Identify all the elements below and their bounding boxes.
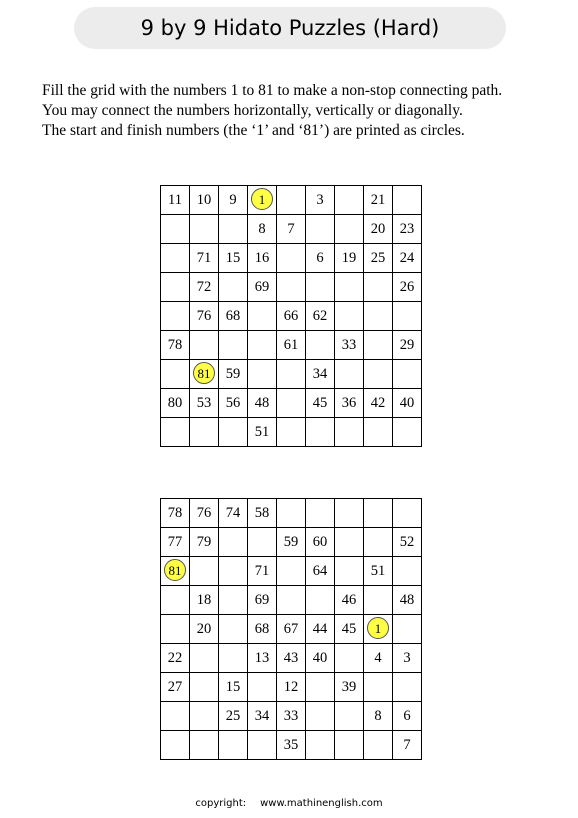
grid-cell[interactable]: [190, 418, 219, 447]
grid-cell[interactable]: [219, 731, 248, 760]
grid-cell[interactable]: 48: [248, 389, 277, 418]
grid-cell[interactable]: [306, 273, 335, 302]
grid-cell[interactable]: [393, 186, 422, 215]
grid-cell[interactable]: [190, 360, 219, 389]
grid-cell[interactable]: 42: [364, 389, 393, 418]
hidato-grid-1: [160, 185, 422, 447]
grid-cell[interactable]: [364, 499, 393, 528]
grid-cell[interactable]: 27: [161, 673, 190, 702]
grid-cell[interactable]: [335, 528, 364, 557]
grid-cell[interactable]: [219, 418, 248, 447]
grid-cell[interactable]: 45: [335, 615, 364, 644]
grid-cell[interactable]: 3: [393, 644, 422, 673]
grid-cell[interactable]: [306, 215, 335, 244]
grid-cell[interactable]: [190, 331, 219, 360]
grid-cell[interactable]: [277, 244, 306, 273]
grid-cell[interactable]: [306, 331, 335, 360]
copyright-site-link[interactable]: www.mathinenglish.com: [260, 798, 383, 809]
grid-cell[interactable]: [161, 302, 190, 331]
grid-cell[interactable]: 19: [335, 244, 364, 273]
grid-cell[interactable]: 72: [190, 273, 219, 302]
grid-cell[interactable]: 23: [393, 215, 422, 244]
grid-cell[interactable]: [277, 273, 306, 302]
grid-cell[interactable]: 59: [219, 360, 248, 389]
grid-cell[interactable]: 48: [393, 586, 422, 615]
grid-cell[interactable]: [364, 586, 393, 615]
grid-cell[interactable]: 52: [393, 528, 422, 557]
grid-cell[interactable]: [219, 331, 248, 360]
grid-cell[interactable]: 79: [190, 528, 219, 557]
grid-cell[interactable]: 78: [161, 331, 190, 360]
grid-cell[interactable]: [161, 418, 190, 447]
grid-cell[interactable]: 59: [277, 528, 306, 557]
grid-cell[interactable]: 80: [161, 389, 190, 418]
grid-cell[interactable]: 33: [277, 702, 306, 731]
grid-cell[interactable]: [306, 499, 335, 528]
start-circle: 1: [251, 188, 273, 210]
grid-cell[interactable]: [306, 418, 335, 447]
grid-cell[interactable]: 40: [393, 389, 422, 418]
grid-cell[interactable]: [335, 644, 364, 673]
grid-cell[interactable]: [277, 389, 306, 418]
grid-cell[interactable]: [219, 273, 248, 302]
grid-cell[interactable]: [335, 186, 364, 215]
grid-cell[interactable]: 33: [335, 331, 364, 360]
grid-cell[interactable]: 24: [393, 244, 422, 273]
grid-cell[interactable]: [161, 731, 190, 760]
grid-row: [161, 528, 422, 557]
grid-cell[interactable]: [248, 360, 277, 389]
grid-cell[interactable]: [190, 731, 219, 760]
grid-cell[interactable]: [364, 418, 393, 447]
grid-cell[interactable]: [248, 331, 277, 360]
grid-cell[interactable]: 4: [364, 644, 393, 673]
grid-cell[interactable]: [161, 557, 190, 586]
grid-cell[interactable]: 11: [161, 186, 190, 215]
grid-cell[interactable]: 6: [393, 702, 422, 731]
grid-cell[interactable]: 61: [277, 331, 306, 360]
grid-cell[interactable]: [248, 186, 277, 215]
grid-cell[interactable]: 7: [277, 215, 306, 244]
grid-cell[interactable]: [335, 499, 364, 528]
grid-row: [161, 499, 422, 528]
grid-row: [161, 702, 422, 731]
grid-row: [161, 389, 422, 418]
grid-row: [161, 731, 422, 760]
grid-cell[interactable]: 68: [219, 302, 248, 331]
grid-cell[interactable]: 76: [190, 499, 219, 528]
grid-cell[interactable]: [219, 557, 248, 586]
grid-cell[interactable]: [306, 673, 335, 702]
grid-cell[interactable]: 8: [364, 702, 393, 731]
grid-cell[interactable]: 77: [161, 528, 190, 557]
grid-cell[interactable]: 53: [190, 389, 219, 418]
grid-cell[interactable]: 15: [219, 673, 248, 702]
grid-cell[interactable]: 71: [248, 557, 277, 586]
grid-cell[interactable]: 9: [219, 186, 248, 215]
grid-cell[interactable]: 58: [248, 499, 277, 528]
grid-cell[interactable]: [306, 586, 335, 615]
grid-cell[interactable]: [190, 702, 219, 731]
grid-cell[interactable]: [248, 731, 277, 760]
grid-cell[interactable]: [219, 615, 248, 644]
grid-cell[interactable]: [161, 215, 190, 244]
grid-cell[interactable]: 71: [190, 244, 219, 273]
grid-cell[interactable]: 29: [393, 331, 422, 360]
grid-cell[interactable]: 3: [306, 186, 335, 215]
grid-cell[interactable]: [393, 557, 422, 586]
grid-cell[interactable]: 67: [277, 615, 306, 644]
grid-cell[interactable]: [306, 731, 335, 760]
finish-circle: 81: [193, 362, 215, 384]
grid-cell[interactable]: 56: [219, 389, 248, 418]
grid-cell[interactable]: 78: [161, 499, 190, 528]
grid-cell[interactable]: [364, 331, 393, 360]
grid-cell[interactable]: 21: [364, 186, 393, 215]
instruction-line: You may connect the numbers horizontally, vertically or diagonally.: [42, 102, 463, 119]
grid-cell[interactable]: 76: [190, 302, 219, 331]
grid-cell[interactable]: [190, 215, 219, 244]
grid-cell[interactable]: [364, 528, 393, 557]
grid-cell[interactable]: 60: [306, 528, 335, 557]
copyright-footer: [0, 798, 578, 809]
page-title-text: 9 by 9 Hidato Puzzles (Hard): [140, 16, 440, 40]
grid-cell[interactable]: [335, 557, 364, 586]
grid-cell[interactable]: 40: [306, 644, 335, 673]
grid-cell[interactable]: 8: [248, 215, 277, 244]
grid-cell[interactable]: [219, 528, 248, 557]
grid-cell[interactable]: 13: [248, 644, 277, 673]
grid-cell[interactable]: [219, 586, 248, 615]
grid-cell[interactable]: [335, 302, 364, 331]
grid-cell[interactable]: [190, 557, 219, 586]
grid-row: [161, 360, 422, 389]
grid-cell[interactable]: [393, 615, 422, 644]
grid-cell[interactable]: 10: [190, 186, 219, 215]
grid-cell[interactable]: 64: [306, 557, 335, 586]
grid-cell[interactable]: [335, 418, 364, 447]
grid-cell[interactable]: 68: [248, 615, 277, 644]
grid-cell[interactable]: 20: [364, 215, 393, 244]
grid-cell[interactable]: 6: [306, 244, 335, 273]
grid-cell[interactable]: [248, 302, 277, 331]
grid-cell[interactable]: [393, 499, 422, 528]
grid-cell[interactable]: 51: [248, 418, 277, 447]
hidato-grid-2: [160, 498, 422, 760]
grid-cell[interactable]: [335, 273, 364, 302]
grid-cell[interactable]: [335, 215, 364, 244]
grid-cell[interactable]: 43: [277, 644, 306, 673]
grid-cell[interactable]: 22: [161, 644, 190, 673]
grid-cell[interactable]: [306, 702, 335, 731]
grid-cell[interactable]: [364, 615, 393, 644]
grid-cell[interactable]: [335, 731, 364, 760]
grid-cell[interactable]: [161, 360, 190, 389]
grid-cell[interactable]: [277, 499, 306, 528]
grid-cell[interactable]: [393, 673, 422, 702]
grid-cell[interactable]: [393, 418, 422, 447]
grid-cell[interactable]: [219, 215, 248, 244]
grid-row: [161, 557, 422, 586]
grid-cell[interactable]: 26: [393, 273, 422, 302]
grid-cell[interactable]: 18: [190, 586, 219, 615]
grid-cell[interactable]: 62: [306, 302, 335, 331]
grid-cell[interactable]: [393, 360, 422, 389]
grid-cell[interactable]: 46: [335, 586, 364, 615]
grid-row: [161, 186, 422, 215]
grid-cell[interactable]: 25: [364, 244, 393, 273]
grid-row: [161, 615, 422, 644]
grid-cell[interactable]: 34: [306, 360, 335, 389]
grid-row: [161, 215, 422, 244]
grid-row: [161, 586, 422, 615]
grid-cell[interactable]: 45: [306, 389, 335, 418]
grid-cell[interactable]: [161, 244, 190, 273]
grid-cell[interactable]: [161, 586, 190, 615]
grid-cell[interactable]: 12: [277, 673, 306, 702]
grid-cell[interactable]: [161, 615, 190, 644]
grid-row: [161, 244, 422, 273]
grid-cell[interactable]: 34: [248, 702, 277, 731]
grid-row: [161, 273, 422, 302]
grid-cell[interactable]: 16: [248, 244, 277, 273]
grid-cell[interactable]: [364, 360, 393, 389]
grid-cell[interactable]: [364, 302, 393, 331]
grid-cell[interactable]: [161, 273, 190, 302]
grid-cell[interactable]: 69: [248, 273, 277, 302]
grid-cell[interactable]: [277, 360, 306, 389]
grid-cell[interactable]: [248, 673, 277, 702]
finish-circle: 81: [164, 559, 186, 581]
grid-cell[interactable]: [219, 644, 248, 673]
grid-cell[interactable]: [248, 528, 277, 557]
grid-row: [161, 302, 422, 331]
grid-cell[interactable]: [277, 418, 306, 447]
grid-cell[interactable]: 66: [277, 302, 306, 331]
grid-cell[interactable]: 36: [335, 389, 364, 418]
grid-cell[interactable]: [277, 586, 306, 615]
start-circle: 1: [367, 617, 389, 639]
grid-cell[interactable]: 35: [277, 731, 306, 760]
grid-cell[interactable]: [364, 273, 393, 302]
grid-cell[interactable]: 44: [306, 615, 335, 644]
grid-row: [161, 331, 422, 360]
grid-cell[interactable]: 51: [364, 557, 393, 586]
copyright-label: copyright:: [195, 798, 247, 809]
grid-cell[interactable]: [277, 557, 306, 586]
grid-cell[interactable]: [393, 302, 422, 331]
grid-cell[interactable]: [364, 731, 393, 760]
instruction-line: The start and finish numbers (the ‘1’ and ‘81’) are printed as circles.: [42, 122, 465, 139]
instruction-line: Fill the grid with the numbers 1 to 81 to make a non-stop connecting path.: [42, 82, 503, 99]
grid-cell[interactable]: 7: [393, 731, 422, 760]
grid-row: [161, 673, 422, 702]
grid-row: [161, 644, 422, 673]
instructions: [42, 81, 562, 141]
grid-cell[interactable]: 20: [190, 615, 219, 644]
grid-cell[interactable]: [364, 673, 393, 702]
page-title: [74, 7, 506, 49]
grid-cell[interactable]: 25: [219, 702, 248, 731]
grid-cell[interactable]: [190, 673, 219, 702]
grid-cell[interactable]: [190, 644, 219, 673]
grid-cell[interactable]: 39: [335, 673, 364, 702]
grid-cell[interactable]: 74: [219, 499, 248, 528]
grid-row: [161, 418, 422, 447]
grid-cell[interactable]: [161, 702, 190, 731]
grid-cell[interactable]: [335, 702, 364, 731]
grid-cell[interactable]: 69: [248, 586, 277, 615]
grid-cell[interactable]: [277, 186, 306, 215]
grid-cell[interactable]: 15: [219, 244, 248, 273]
grid-cell[interactable]: [335, 360, 364, 389]
